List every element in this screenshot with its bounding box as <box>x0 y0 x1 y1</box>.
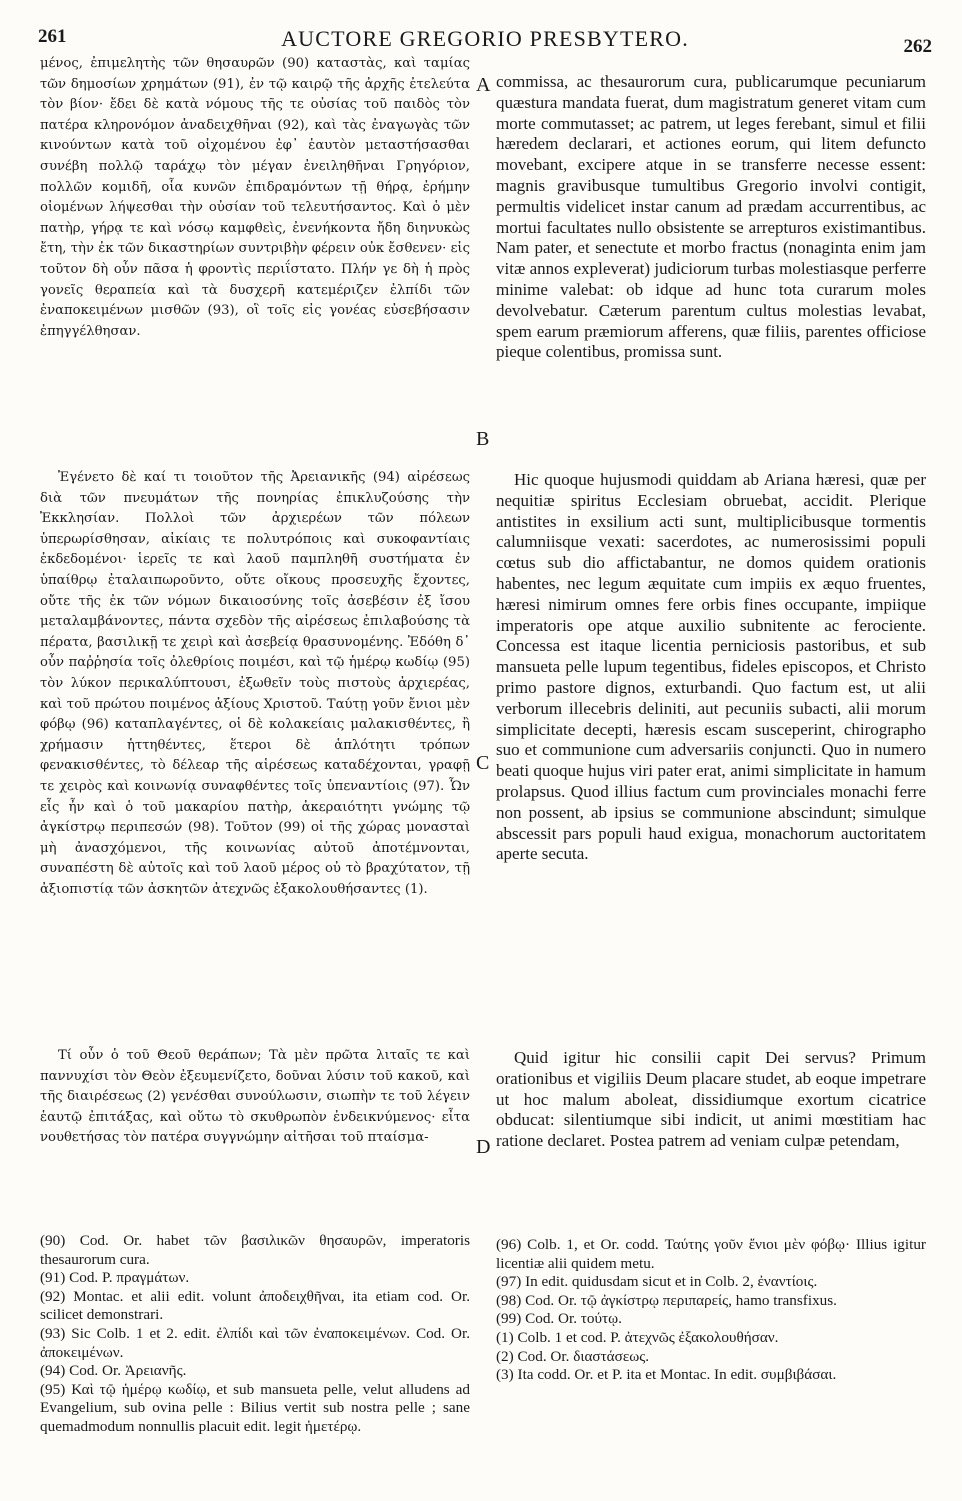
footnotes-left <box>40 1232 470 1437</box>
footnote: (3) Ita codd. Or. et P. ita et Montac. In edit. συμβιβάσαι. <box>496 1366 837 1384</box>
greek-paragraph-3: Τί οὖν ὁ τοῦ Θεοῦ θεράπων; Τὰ μὲν πρῶτα λιταῖς τε καὶ παννυχίσι τὸν Θεὸν ἐξευμενίζετο, δοῦναι λύσιν τοῦ κακοῦ, καὶ τῆς διαιρέσεως (2) γενέσθαι συνούλωσιν, σιωπὴν τε τοῦ λέγειν ἑαυτῷ ἐπιτάξας, καὶ οὕτω τὸ σκυθρωπὸν ἐνδεικνύμενος· εἶτα νουθετήσας τὸν πατέρα συγγνώμην αἰτῆσαι τοῦ πταίσμα- <box>40 1048 470 1146</box>
latin-paragraph-3: Quid igitur hic consilii capit Dei servus? Primum orationibus et vigiliis Deum placare studet, ab eoque impetrare ut hoc malum aboleat, dissidiumque exortum cicatrice obducat: silentiumque sibi indicit, ut animi mœstitiam hac ratione declaret. Postea patrem ad veniam culpæ petendam, <box>496 1048 926 1151</box>
latin-paragraph-2: Hic quoque hujusmodi quiddam ab Ariana hæresi, quæ per nequitiæ spiritus Ecclesiam obruebat, accidit. Plerique antistites in exsilium acti sunt, multiplicibusque tormentis calumniisque vexati: sacerdotes, ac numerosissimi populi cœtus sub dio affictabantur, ne domos quidem orationis habentes, nec legum æquitate cum impiis ex æquo fruentes, hæresi nimirum omnes fere orbis fines occupante, impiique imperatoris ope atque auxilio subnitente ac ferociente. Concessa est itaque licentia perniciosis pastoribus, et sub mansueta pelle lupum tegentibus, fideles episcopos, et Christo primo pastore dignos, exturbandi. Quo factum est, ut alii verborum illecebris deliniti, aut pecuniis subacti, alii morum simplicitate decepti, hæresis escam susceperint, chirographo suo et communione cum adversariis conjuncti. Quo in numero beati quoque hujus viri pater erat, animi simplicitate in hamum prolapsus. Quod illius factum cum provinciales monachi ferre non possent, ab ipsius se communione abscindunt; simulque abscessit pars populi haud exigua, monachorum auctoritatem aperte secuta. <box>496 470 926 864</box>
latin-paragraph-1: commissa, ac thesaurorum cura, publicarumque pecuniarum quæstura mandata fuerat, dum magistratum generet vitam cum morte commutasset; ac patrem, ut leges ferebant, simul et filii hæredem declarari, et actiones eorum, qui litem defuncto movebant, excipere atque in se transferre necesse essent: magnis gravibusque tumultibus Gregorio involvi contigit, permultis videlicet instar canum ad prædam accurrentibus, ac mortui facultates nullo obsistente se arrepturos existimantibus. Nam pater, et senectute et morbo fractus (nonaginta enim jam vitæ annos expleverat) judiciorum turbas molestiasque perferre minime valebat: ob idque ad hunc tota curarum moles devolvebatur. Cæterum parentum cultus molestias levabat, spem earum præmiorum afferens, quæ filiis, parentes officiose pieque colentibus, promissa sunt. <box>496 72 926 362</box>
footnote: (97) In edit. quidusdam sicut et in Colb. 2, ἐναντίοις. <box>496 1273 818 1291</box>
page-header <box>38 22 932 57</box>
running-title: AUCTORE GREGORIO PRESBYTERO. <box>281 26 689 51</box>
footnote: (95) Καὶ τῷ ἡμέρῳ κωδίῳ, et sub mansueta pelle, velut alludens ad Evangelium, sub ovina pelle : Bilius vertit sub nostra pelle ; sane quemadmodum nonnullis placuit edit. legit ἡμετέρῳ. <box>40 1380 470 1435</box>
footnote: (1) Colb. 1 et cod. P. ἀτεχνῶς ἐξακολουθήσαν. <box>496 1328 779 1346</box>
page-number-left: 261 <box>38 26 67 47</box>
footnote: (91) Cod. P. πραγμάτων. <box>40 1269 190 1287</box>
greek-paragraph-1: μένος, ἐπιμελητὴς τῶν θησαυρῶν (90) καταστὰς, καὶ ταμίας τῶν δημοσίων χρημάτων (91), ἐν τῷ καιρῷ τῆς ἀρχῆς ἐτελεύτα τὸν βίον· ἔδει δὲ κατὰ νόμους τῆς τε οὐσίας τοῦ παιδὸς τὸν πατέρα κληρονόμον ἀναδειχθῆναι (92), καὶ τὰς ἐναγωγὰς τῶν κινούντων κατὰ τοῦ οἰχομένου ἐφ᾽ ἑαυτὸν μεταστήσασθαι συνέβη πολλῷ ταράχῳ τὸν μέγαν ἐνειληθῆναι Γρηγόριον, πολλῶν κομιδῆ, οἷα κυνῶν ἐπιδραμόντων τῇ θήρᾳ, ἐρήμην οἰομένων λήψεσθαι τὴν οὐσίαν τοῦ τελευτήσαντος. Καὶ ὁ μὲν πατὴρ, γήρᾳ τε καὶ νόσῳ καμφθεὶς, ἐνενήκοντα ἤδη διηνυκὼς ἔτη, τὴν ἐκ τῶν δικαστηρίων συντριβὴν φέρειν οὐκ ἔσθενεν· εἰς τοῦτον δὴ οὖν πᾶσα ἡ φροντὶς περιΐστατο. Πλήν γε δὴ ἡ πρὸς γονεῖς θεραπεία καὶ τὰ δυσχερῆ κατεμέριζεν ἐλπίδι τῶν ἐναποκειμένων μισθῶν (93), οἳ τοῖς εἰς γονέας εὐσεβήσασιν ἐπηγγέλθησαν. <box>40 56 470 339</box>
margin-letter-d: D <box>476 1136 491 1158</box>
footnote: (96) Colb. 1, et Or. codd. Ταύτης γοῦν ἔνιοι μὲν φόβῳ· Illius igitur licentiæ alii quidem metu. <box>496 1236 926 1272</box>
margin-letter-b: B <box>476 428 490 450</box>
footnote: (90) Cod. Or. habet τῶν βασιλικῶν θησαυρῶν, imperatoris thesaurorum cura. <box>40 1232 470 1268</box>
footnote: (2) Cod. Or. διαστάσεως. <box>496 1347 650 1365</box>
margin-letter-a: A <box>476 74 491 96</box>
page-number-right: 262 <box>903 36 932 57</box>
footnote: (94) Cod. Or. Ἀρειανῆς. <box>40 1362 187 1380</box>
footnote: (93) Sic Colb. 1 et 2. edit. ἐλπίδι καὶ τῶν ἐναποκειμένων. Cod. Or. ἀποκειμένων. <box>40 1324 470 1361</box>
footnotes-right <box>496 1236 926 1385</box>
footnote: (99) Cod. Or. τούτῳ. <box>496 1310 622 1328</box>
greek-paragraph-2: Ἐγένετο δὲ καί τι τοιοῦτον τῆς Ἀρειανικῆς (94) αἱρέσεως διὰ τῶν πνευμάτων τῆς πονηρίας ἐπικλυζούσης τὴν Ἐκκλησίαν. Πολλοὶ τῶν ἀρχιερέων τῶν πόλεων ὑπερωρίσθησαν, αἰκίαις τε πολυτρόποις καὶ συκοφαντίαις ἐκδεδομένοι· ἱερεῖς τε καὶ λαοῦ παμπληθῆ συστήματα ἐν ὑπαίθρῳ ἐταλαιπωροῦντο, οὔτε οἴκους προσευχῆς ἔχοντες, οὔτε τῆς ἐκ τῶν νόμων δικαιοσύνης τοῖς ἀσεβέσιν ἐξ ἴσου μεταλαμβάνοντες, πάντα σχεδὸν τῆς αἱρέσεως ἐπιλαβούσης τὰ πέρατα, βασιλικῇ τε χειρὶ καὶ ἀσεβείᾳ θρασυνομένης. Ἐδόθη δ᾽ οὖν παῤῥησία τοῖς ὀλεθρίοις ποιμέσι, καὶ τῷ ἡμέρῳ κωδίῳ (95) τὸν λύκον περικαλύπτουσι, ἐξωθεῖν τοὺς πιστοὺς ἀρχιερέας, καὶ τοῦ πρώτου ποιμένος ἀξίους Χριστοῦ. Ταύτῃ γοῦν ἔνιοι μὲν φόβῳ (96) καταπλαγέντες, οἱ δὲ κολακείαις μαλακισθέντες, ἢ χρήμασιν ἡττηθέντες, ἕτεροι δὲ ἁπλότητι τρόπων φενακισθέντες, τὸ δέλεαρ τῆς αἱρέσεως καταδέχονται, γραφῇ τε χειρὸς καὶ κοινωνίᾳ συναφθέντες τοῖς ὑπεναντίοις (97). Ὧν εἷς ἦν καὶ ὁ τοῦ μακαρίου πατὴρ, ἀκεραιότητι γνώμης τῷ ἀγκίστρῳ περιπεσών (98). Τοῦτον (99) οἱ τῆς χώρας μονασταὶ μὴ ἀνασχόμενοι, τῆς κοινωνίας αὐτοῦ ἀποτέμνονται, συναπέστη δὲ αὐτοῖς καὶ τοῦ λαοῦ μέρος οὐ τὸ βραχύτατον, τῇ ἀξιοπιστίᾳ τῶν ἀσκητῶν ἀτεχνῶς ἐξακολουθήσαντες (1). <box>40 470 470 897</box>
footnote: (92) Montac. et alii edit. volunt ἀποδειχθῆναι, ita etiam cod. Or. scilicet demonstrari. <box>40 1287 470 1324</box>
footnote: (98) Cod. Or. τῷ ἀγκίστρῳ περιπαρείς, hamo transfixus. <box>496 1291 837 1309</box>
margin-letter-c: C <box>476 752 490 774</box>
